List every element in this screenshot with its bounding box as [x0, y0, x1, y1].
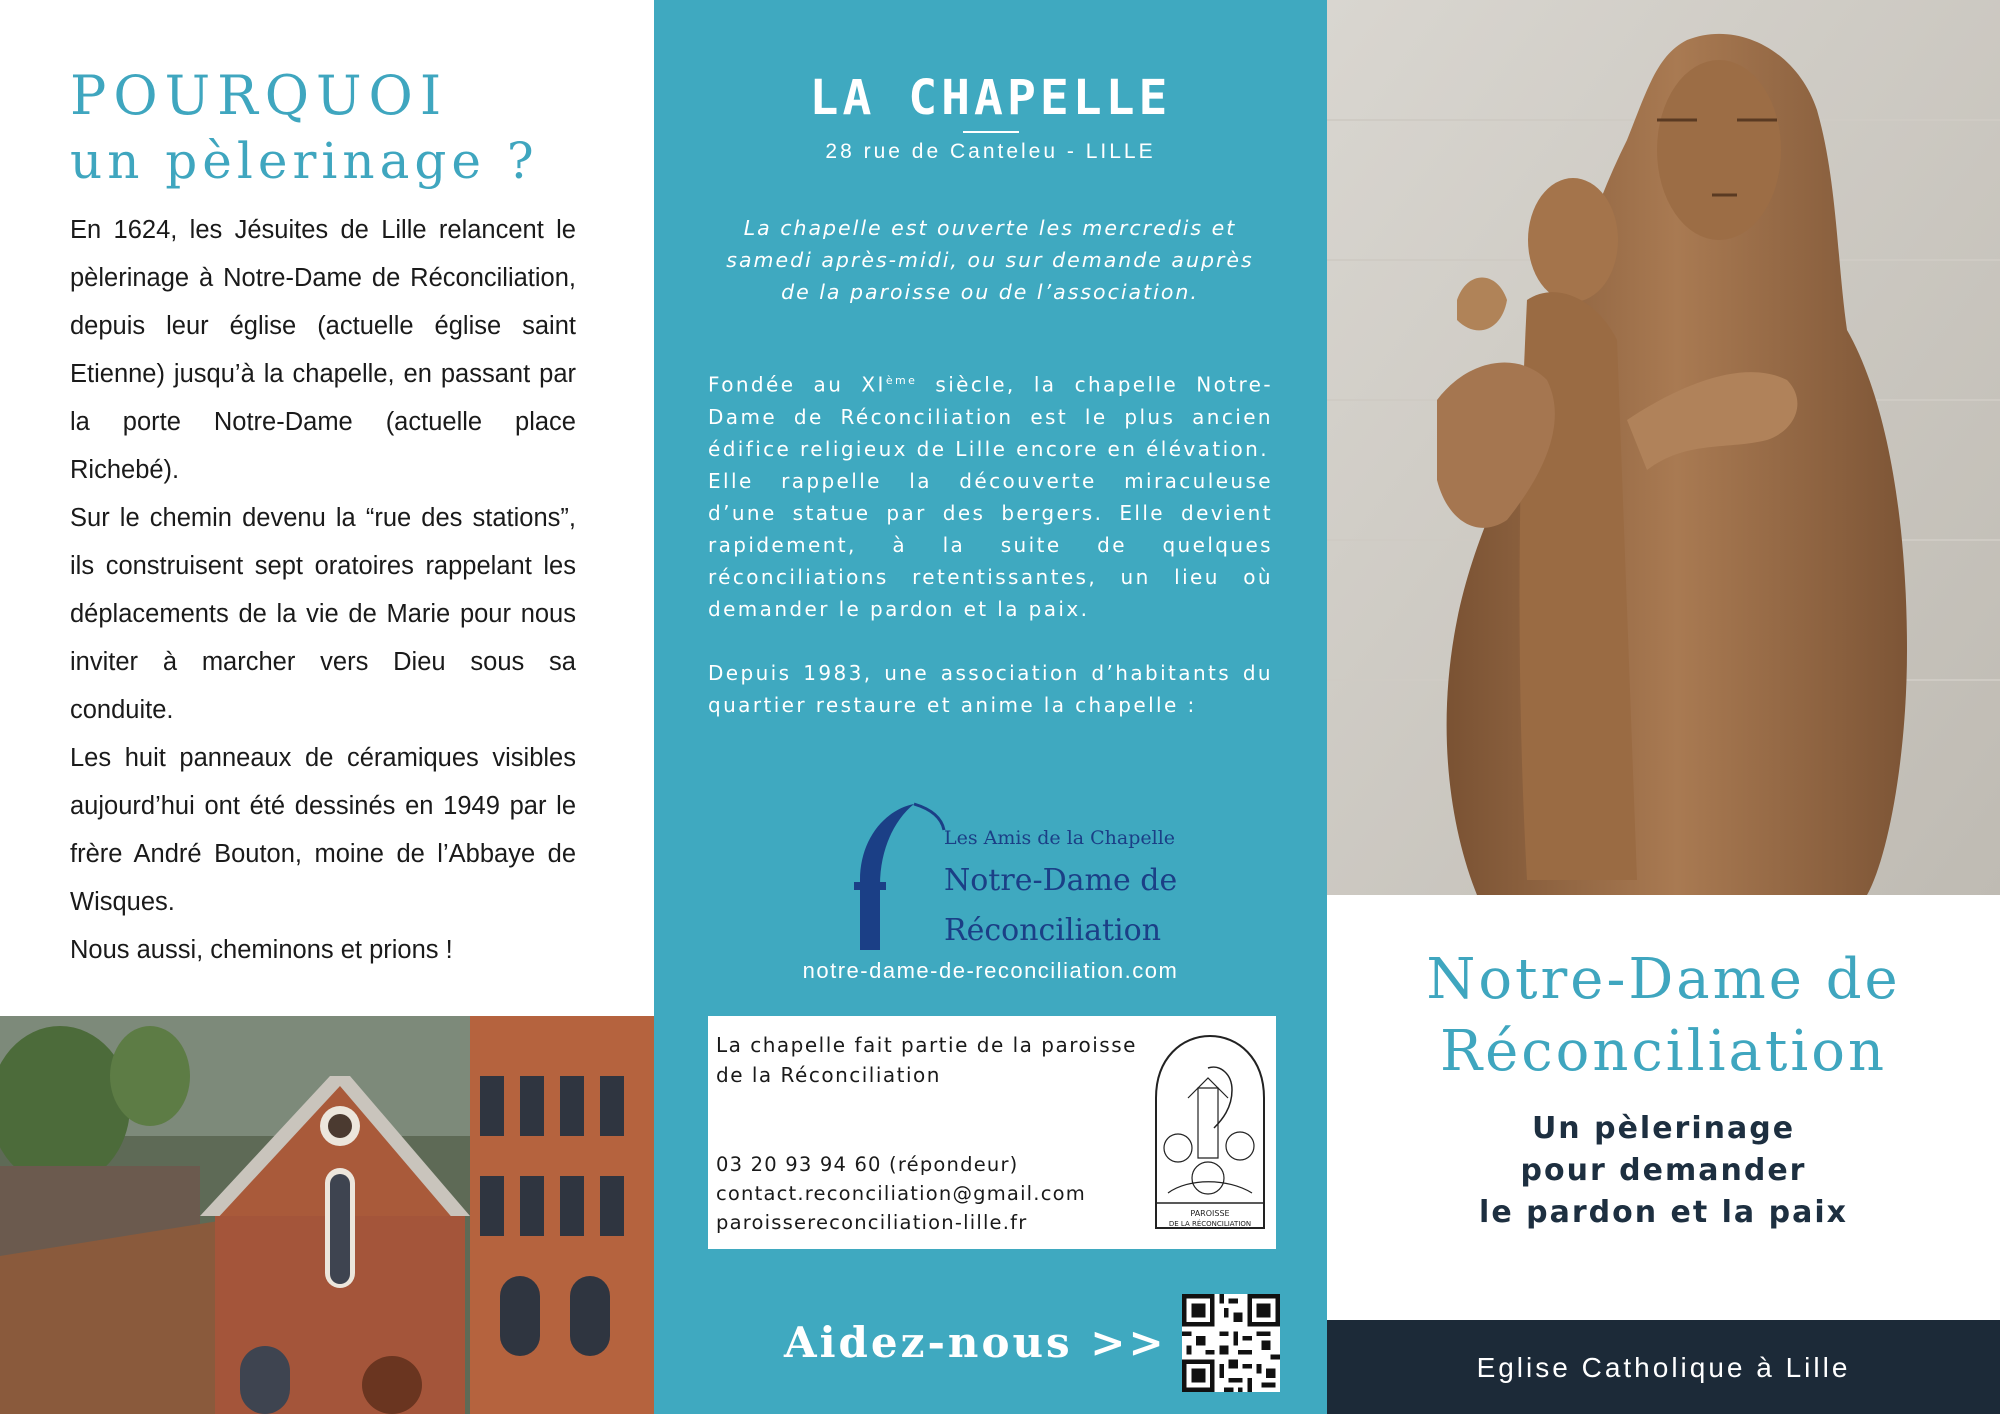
subtitle	[1327, 1108, 2000, 1234]
right-panel	[1327, 0, 2000, 1414]
parish-logo-line1: PAROISSE	[1190, 1209, 1230, 1218]
main-title-line2: Réconciliation	[1439, 1019, 1888, 1084]
virgin-statue-photo	[1327, 0, 2000, 895]
subtitle-line1: Un pèlerinage	[1531, 1111, 1796, 1146]
chapel-history	[708, 365, 1273, 721]
parish-logo	[1148, 1028, 1272, 1240]
logo-line3: Réconciliation	[944, 913, 1162, 948]
history-superscript: ème	[885, 374, 918, 387]
history-paragraph-2: Elle rappelle la découverte miraculeuse d’une statue par des bergers. Elle devient rapidement, à la suite de quelques réconciliations retentissantes, un lieu où demander le pardon et la paix.	[708, 468, 1273, 621]
left-title-line2: un pèlerinage ?	[70, 131, 539, 190]
spacer	[708, 625, 1273, 657]
logo-line2: Notre-Dame de	[944, 863, 1178, 898]
footer-text: Eglise Catholique à Lille	[1476, 1352, 1851, 1383]
logo-line1: Les Amis de la Chapelle	[944, 827, 1176, 849]
chapel-title: LA CHAPELLE	[809, 70, 1172, 126]
parish-contact	[716, 1150, 1146, 1237]
left-panel	[0, 0, 654, 1414]
left-title-line1: POURQUOI	[70, 64, 449, 127]
opening-hours: La chapelle est ouverte les mercredis et samedi après-midi, ou sur demande auprès de la paroisse ou de l’association.	[726, 216, 1254, 304]
parish-text: La chapelle fait partie de la paroisse de la Réconciliation	[716, 1033, 1137, 1087]
parish-website[interactable]: paroissereconciliation-lille.fr	[716, 1211, 1028, 1234]
association-logo	[824, 790, 1184, 960]
association-website-link[interactable]: notre-dame-de-reconciliation.com	[802, 958, 1179, 983]
history-paragraph-1	[708, 365, 1273, 465]
parish-email[interactable]: contact.reconciliation@gmail.com	[716, 1182, 1086, 1205]
left-paragraph: Les huit panneaux de céramiques visibles aujourd’hui ont été dessinés en 1949 par le frère André Bouton, moine de l’Abbaye de Wisques.	[70, 744, 576, 916]
parish-info-box	[708, 1016, 1276, 1249]
history-paragraph-3: Depuis 1983, une association d’habitants du quartier restaure et anime la chapelle :	[708, 660, 1273, 717]
title-divider	[963, 131, 1019, 133]
main-title-line1: Notre-Dame de	[1426, 947, 1901, 1012]
main-title	[1327, 944, 2000, 1088]
subtitle-line2: pour demander	[1520, 1153, 1807, 1188]
footer-bar	[1327, 1320, 2000, 1414]
chapel-photo	[0, 1016, 654, 1414]
qr-code-icon[interactable]	[1182, 1294, 1280, 1392]
left-title	[70, 62, 630, 192]
help-us-link[interactable]: Aidez-nous >>	[784, 1318, 1167, 1367]
middle-panel	[654, 0, 1327, 1414]
left-paragraph: Nous aussi, cheminons et prions !	[70, 936, 453, 964]
history-text-b: siècle, la chapelle Notre-Dame de Réconciliation est le plus ancien édifice religieux de Lille encore en élévation.	[708, 372, 1273, 461]
parish-logo-line2: DE LA RÉCONCILIATION	[1168, 1220, 1252, 1228]
left-body-text	[70, 206, 576, 974]
left-paragraph: En 1624, les Jésuites de Lille relancent le pèlerinage à Notre-Dame de Réconciliation, depuis leur église (actuelle église saint Etienne) jusqu’à la chapelle, en passant par la porte Notre-Dame (actuelle place Richebé).	[70, 216, 576, 484]
parish-phone[interactable]: 03 20 93 94 60 (répondeur)	[716, 1153, 1019, 1176]
history-text-a: Fondée au XI	[708, 372, 886, 397]
subtitle-line3: le pardon et la paix	[1479, 1195, 1848, 1230]
left-paragraph: Sur le chemin devenu la “rue des stations”, ils construisent sept oratoires rappelant les déplacements de la vie de Marie pour nous inviter à marcher vers Dieu sous sa conduite.	[70, 504, 576, 724]
chapel-address: 28 rue de Canteleu - LILLE	[825, 140, 1156, 163]
